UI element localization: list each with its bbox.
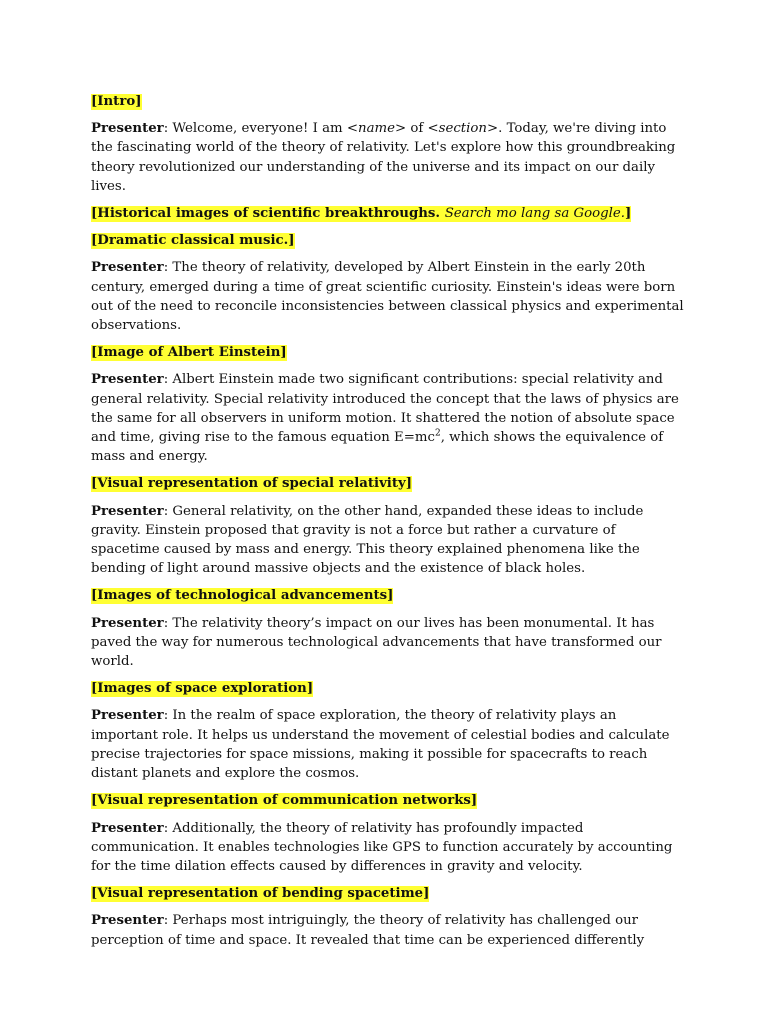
- paragraph-impact: Presenter: The relativity theory’s impact on our lives has been monumental. It has paved the way for numerous technological advancements that have transformed our world.: [91, 615, 662, 670]
- cue-communication: [91, 791, 687, 810]
- speaker-label: Presenter: [91, 372, 164, 388]
- name-placeholder: <name>: [346, 121, 407, 137]
- paragraph-time-space: Presenter: Perhaps most intriguingly, the theory of relativity has challenged our perception of time and space. It revealed that time can be experienced differently: [91, 913, 645, 948]
- paragraph-origins: Presenter: The theory of relativity, developed by Albert Einstein in the early 20th century, emerged during a time of great scientific curiosity. Einstein's ideas were born out of the need to reconcile inconsistencies between classical physics and experimental observations.: [91, 260, 684, 334]
- cue-highlight: [Visual representation of special relativity]: [91, 476, 413, 492]
- speaker-label: Presenter: [91, 820, 164, 836]
- section-placeholder: <section>: [427, 121, 499, 137]
- cue-historical-images: [91, 204, 687, 223]
- speaker-label: Presenter: [91, 615, 164, 631]
- cue-technology: [91, 586, 687, 605]
- cue-highlight: [Visual representation of communication networks]: [91, 793, 478, 809]
- cue-highlight: [Intro]: [91, 94, 142, 109]
- paragraph-space: Presenter: In the realm of space exploration, the theory of relativity plays an important role. It helps us understand the movement of celestial bodies and calculate precise trajectories for space missions, making it possible for spacecrafts to reach distant planets and explore the cosmos.: [91, 708, 670, 782]
- cue-highlight: [Images of space exploration]: [91, 681, 314, 697]
- cue-bending-spacetime: [91, 884, 687, 903]
- paragraph-welcome: Presenter: Welcome, everyone! I am <name> of <section>. Today, we're diving into the fascinating world of the theory of relativity. Let's explore how this groundbreaking theory revolutionized our understanding of the universe and its impact on our daily lives.: [91, 121, 676, 194]
- cue-highlight: [Visual representation of bending spacetime]: [91, 886, 430, 902]
- cue-note: Search mo lang sa Google.: [444, 206, 625, 222]
- speaker-label: Presenter: [91, 121, 164, 137]
- cue-special-relativity: [91, 474, 687, 493]
- paragraph-communication: Presenter: Additionally, the theory of relativity has profoundly impacted communication. It enables technologies like GPS to function accurately by accounting for the time dilation effects caused by differences in gravity and velocity.: [91, 820, 673, 874]
- cue-space-exploration: [91, 679, 687, 698]
- cue-highlight: [Historical images of scientific breakthroughs. Search mo lang sa Google.]: [91, 206, 632, 222]
- paragraph-general-relativity: Presenter: General relativity, on the other hand, expanded these ideas to include gravity. Einstein proposed that gravity is not a force but rather a curvature of spacetime caused by mass and energy. This theory explained phenomena like the bending of light around massive objects and the existence of black holes.: [91, 503, 644, 577]
- speaker-label: Presenter: [91, 503, 164, 519]
- cue-music: [91, 231, 687, 250]
- paragraph-contributions: Presenter: Albert Einstein made two significant contributions: special relativity and general relativity. Special relativity introduced the concept that the laws of physics are the same for all observers in uniform motion. It shattered the notion of absolute space and time, giving rise to the famous equation $E=mc^2$, which shows the equivalence of mass and energy.: [91, 372, 679, 465]
- speaker-label: Presenter: [91, 260, 164, 276]
- cue-intro: [91, 92, 687, 111]
- cue-highlight: [Dramatic classical music.]: [91, 233, 295, 249]
- superscript-2: 2: [434, 428, 441, 439]
- cue-highlight: [Image of Albert Einstein]: [91, 345, 287, 361]
- cue-highlight: [Images of technological advancements]: [91, 588, 394, 604]
- speaker-label: Presenter: [91, 913, 164, 929]
- document-page: [91, 92, 687, 958]
- speaker-label: Presenter: [91, 708, 164, 724]
- cue-einstein-image: [91, 343, 687, 362]
